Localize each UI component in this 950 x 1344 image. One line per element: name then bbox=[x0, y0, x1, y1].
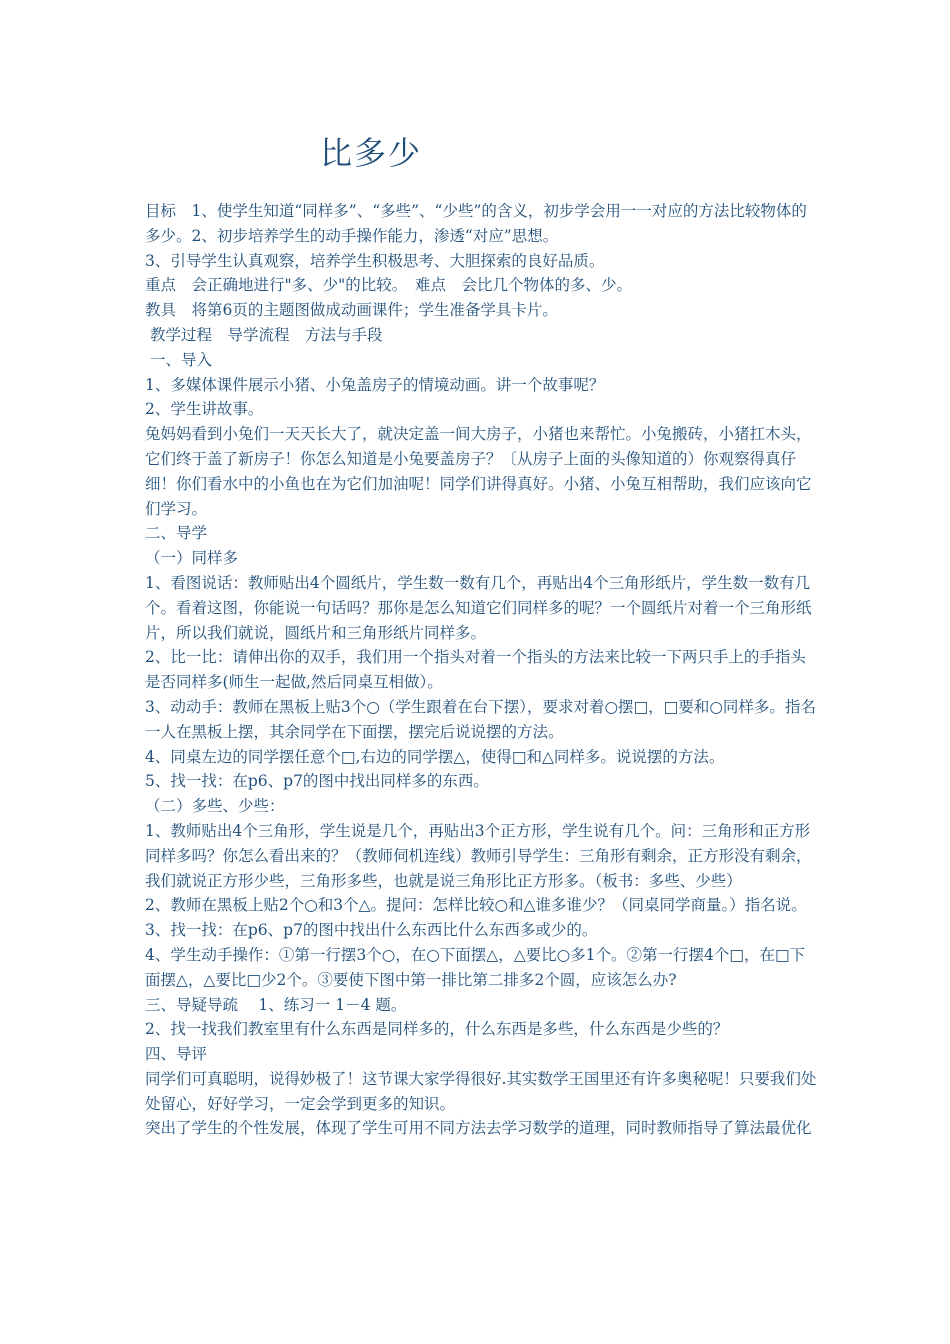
paragraph: 3、找一找：在p6、p7的图中找出什么东西比什么东西多或少的。 bbox=[145, 921, 598, 940]
paragraph: 2、比一比：请伸出你的双手，我们用一个指头对着一个指头的方法来比较一下两只手上的手指头是否同样多(师生一起做,然后同桌互相做）。 bbox=[145, 648, 806, 692]
paragraph: 1、看图说话：教师贴出4个圆纸片，学生数一数有几个，再贴出4个三角形纸片，学生数一数有几个。看着这图，你能说一句话吗？那你是怎么知道它们同样多的呢？一个圆纸片对着一个三角形纸片，所以我们就说，圆纸片和三角形纸片同样多。 bbox=[145, 573, 812, 642]
subsection-heading-more-less: （二）多些、少些： bbox=[145, 797, 285, 816]
paragraph-story: 兔妈妈看到小兔们一天天长大了，就决定盖一间大房子，小猪也来帮忙。小兔搬砖，小猪扛木头，它们终于盖了新房子！你怎么知道是小兔要盖房子？〔从房子上面的头像知道的）你观察得真仔细！你们看水中的小鱼也在为它们加油呢！同学们讲得真好。小猪、小兔互相帮助，我们应该向它们学习。 bbox=[145, 425, 812, 518]
section-heading-guide: 二、导学 bbox=[145, 524, 208, 543]
paragraph: 4、同桌左边的同学摆任意个□,右边的同学摆△，使得□和△同样多。说说摆的方法。 bbox=[145, 747, 725, 766]
paragraph-goal-3: 3、引导学生认真观察，培养学生积极思考、大胆探索的良好品质。 bbox=[145, 251, 605, 270]
section-heading-doubts: 三、导疑导疏 1、练习一 1－4 题。 bbox=[145, 995, 407, 1014]
section-heading-intro: 一、导入 bbox=[145, 350, 212, 369]
paragraph-process-headers: 教学过程 导学流程 方法与手段 bbox=[145, 325, 383, 344]
paragraph: 2、学生讲故事。 bbox=[145, 400, 264, 419]
paragraph: 2、教师在黑板上贴2个○和3个△。提问：怎样比较○和△谁多谁少？（同桌同学商量。）指名说。 bbox=[145, 896, 807, 915]
paragraph: 2、找一找我们教室里有什么东西是同样多的，什么东西是多些，什么东西是少些的？ bbox=[145, 1020, 729, 1039]
paragraph: 1、多媒体课件展示小猪、小兔盖房子的情境动画。讲一个故事呢？ bbox=[145, 375, 605, 394]
paragraph: 3、动动手：教师在黑板上贴3个○（学生跟着在台下摆），要求对着○摆□，□要和○同样多。指名一人在黑板上摆，其余同学在下面摆，摆完后说说摆的方法。 bbox=[145, 697, 816, 741]
document-title: 比多少 bbox=[320, 134, 423, 172]
paragraph-summary: 突出了学生的个性发展，体现了学生可用不同方法去学习数学的道理，同时教师指导了算法最优化 bbox=[145, 1119, 812, 1138]
paragraph-teaching-aids: 教具 将第6页的主题图做成动画课件；学生准备学具卡片。 bbox=[145, 301, 558, 320]
paragraph: 同学们可真聪明，说得妙极了！这节课大家学得很好.其实数学王国里还有许多奥秘呢！只要我们处处留心，好好学习，一定会学到更多的知识。 bbox=[145, 1069, 817, 1113]
paragraph: 4、学生动手操作：①第一行摆3个○，在○下面摆△，△要比○多1个。②第一行摆4个□，在□下面摆△，△要比□少2个。③要使下图中第一排比第二排多2个圆，应该怎么办? bbox=[145, 945, 806, 989]
paragraph-goals: 目标 1、使学生知道“同样多”、“多些”、“少些”的含义，初步学会用一一对应的方法比较物体的多少。2、初步培养学生的动手操作能力，渗透“对应”思想。 bbox=[145, 202, 807, 245]
paragraph: 1、教师贴出4个三角形，学生说是几个，再贴出3个正方形，学生说有几个。问：三角形和正方形同样多吗？你怎么看出来的？（教师伺机连线）教师引导学生：三角形有剩余，正方形没有剩余，我们就说正方形少些，三角形多些，也就是说三角形比正方形多。（板书：多些、少些） bbox=[145, 821, 812, 890]
paragraph-key-points: 重点 会正确地进行"多、少"的比较。 难点 会比几个物体的多、少。 bbox=[145, 276, 633, 295]
section-heading-review: 四、导评 bbox=[145, 1045, 208, 1064]
document-body bbox=[145, 199, 820, 1141]
paragraph: 5、找一找：在p6、p7的图中找出同样多的东西。 bbox=[145, 772, 489, 791]
subsection-heading-same: （一）同样多 bbox=[145, 549, 239, 568]
